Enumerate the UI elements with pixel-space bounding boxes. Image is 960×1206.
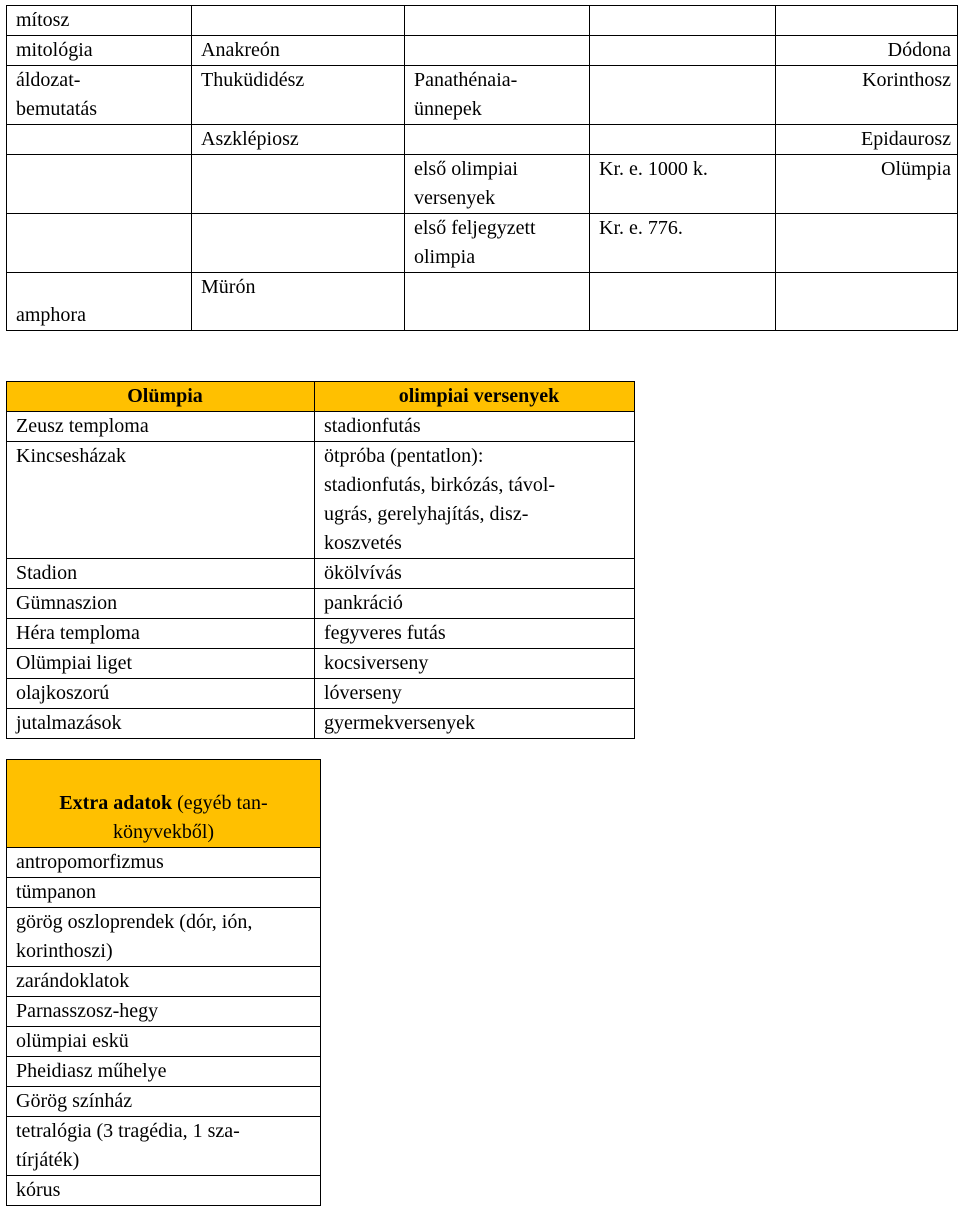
glossary-cell: mítosz xyxy=(7,6,192,36)
extra-data-row xyxy=(7,878,321,908)
glossary-cell xyxy=(192,214,405,273)
extra-data-header-rest: (egyéb tan- könyvekből) xyxy=(112,792,268,843)
glossary-cell xyxy=(7,214,192,273)
extra-data-row xyxy=(7,1117,321,1176)
extra-data-item: Parnasszosz-hegy xyxy=(7,997,321,1027)
glossary-cell xyxy=(7,155,192,214)
olympia-row xyxy=(7,412,635,442)
glossary-cell xyxy=(590,36,776,66)
olympia-row xyxy=(7,649,635,679)
glossary-cell xyxy=(776,214,958,273)
glossary-cell: Panathénaia- ünnepek xyxy=(405,66,590,125)
glossary-cell: Dódona xyxy=(776,36,958,66)
olympia-row xyxy=(7,442,635,559)
olympic-event-item: kocsiverseny xyxy=(315,649,635,679)
olympia-table xyxy=(6,381,635,739)
extra-data-row xyxy=(7,1176,321,1206)
glossary-cell: amphora xyxy=(7,273,192,331)
extra-data-row xyxy=(7,997,321,1027)
extra-data-header-bold: Extra adatok xyxy=(59,792,173,814)
olympia-row xyxy=(7,619,635,649)
glossary-cell xyxy=(776,273,958,331)
glossary-row xyxy=(7,6,958,36)
olympic-event-item: ökölvívás xyxy=(315,559,635,589)
olympia-site-item: Kincsesházak xyxy=(7,442,315,559)
glossary-cell: első olimpiai versenyek xyxy=(405,155,590,214)
glossary-cell xyxy=(590,273,776,331)
olympic-event-item: fegyveres futás xyxy=(315,619,635,649)
glossary-cell xyxy=(590,125,776,155)
glossary-cell xyxy=(405,6,590,36)
glossary-row xyxy=(7,66,958,125)
olympia-site-item: jutalmazások xyxy=(7,709,315,739)
olympia-row xyxy=(7,589,635,619)
extra-data-header xyxy=(7,760,321,848)
glossary-cell xyxy=(405,273,590,331)
olympic-games-header: olimpiai versenyek xyxy=(315,382,635,412)
extra-data-row xyxy=(7,1087,321,1117)
glossary-cell xyxy=(590,6,776,36)
glossary-cell xyxy=(590,66,776,125)
extra-data-item: tetralógia (3 tragédia, 1 sza- tírjáték) xyxy=(7,1117,321,1176)
glossary-cell: mitológia xyxy=(7,36,192,66)
extra-data-row xyxy=(7,1027,321,1057)
glossary-cell: áldozat- bemutatás xyxy=(7,66,192,125)
extra-data-row xyxy=(7,908,321,967)
olympia-site-item: Héra temploma xyxy=(7,619,315,649)
glossary-cell: Kr. e. 776. xyxy=(590,214,776,273)
glossary-row xyxy=(7,36,958,66)
glossary-cell: Anakreón xyxy=(192,36,405,66)
olympia-row xyxy=(7,679,635,709)
extra-data-item: Görög színház xyxy=(7,1087,321,1117)
glossary-row xyxy=(7,125,958,155)
glossary-row xyxy=(7,155,958,214)
glossary-table xyxy=(6,5,958,331)
glossary-cell: Epidaurosz xyxy=(776,125,958,155)
extra-data-row xyxy=(7,1057,321,1087)
glossary-cell: Olümpia xyxy=(776,155,958,214)
extra-data-item: kórus xyxy=(7,1176,321,1206)
extra-data-item: Pheidiasz műhelye xyxy=(7,1057,321,1087)
olympia-header: Olümpia xyxy=(7,382,315,412)
glossary-cell xyxy=(405,36,590,66)
olympia-site-item: olajkoszorú xyxy=(7,679,315,709)
glossary-cell: Kr. e. 1000 k. xyxy=(590,155,776,214)
glossary-cell: Mürón xyxy=(192,273,405,331)
olympia-site-item: Olümpiai liget xyxy=(7,649,315,679)
glossary-cell: Korinthosz xyxy=(776,66,958,125)
extra-data-row xyxy=(7,848,321,878)
glossary-cell xyxy=(7,125,192,155)
glossary-row xyxy=(7,214,958,273)
olympia-site-item: Zeusz temploma xyxy=(7,412,315,442)
glossary-cell xyxy=(192,155,405,214)
glossary-cell xyxy=(776,6,958,36)
glossary-row xyxy=(7,273,958,331)
olympia-row xyxy=(7,559,635,589)
glossary-cell: Aszklépiosz xyxy=(192,125,405,155)
olympic-event-item: ötpróba (pentatlon): stadionfutás, birkózás, távol- ugrás, gerelyhajítás, disz- koszvetés xyxy=(315,442,635,559)
extra-data-item: antropomorfizmus xyxy=(7,848,321,878)
olympia-row xyxy=(7,709,635,739)
extra-data-row xyxy=(7,967,321,997)
olympic-event-item: stadionfutás xyxy=(315,412,635,442)
olympia-site-item: Stadion xyxy=(7,559,315,589)
glossary-cell xyxy=(192,6,405,36)
glossary-cell: Thuküdidész xyxy=(192,66,405,125)
glossary-cell: első feljegyzett olimpia xyxy=(405,214,590,273)
extra-data-item: görög oszloprendek (dór, ión, korinthoszi) xyxy=(7,908,321,967)
olympic-event-item: gyermekversenyek xyxy=(315,709,635,739)
olympic-event-item: lóverseny xyxy=(315,679,635,709)
olympic-event-item: pankráció xyxy=(315,589,635,619)
olympia-site-item: Gümnaszion xyxy=(7,589,315,619)
extra-data-item: olümpiai eskü xyxy=(7,1027,321,1057)
glossary-cell xyxy=(405,125,590,155)
extra-data-table xyxy=(6,759,321,1206)
extra-data-item: tümpanon xyxy=(7,878,321,908)
extra-data-item: zarándoklatok xyxy=(7,967,321,997)
